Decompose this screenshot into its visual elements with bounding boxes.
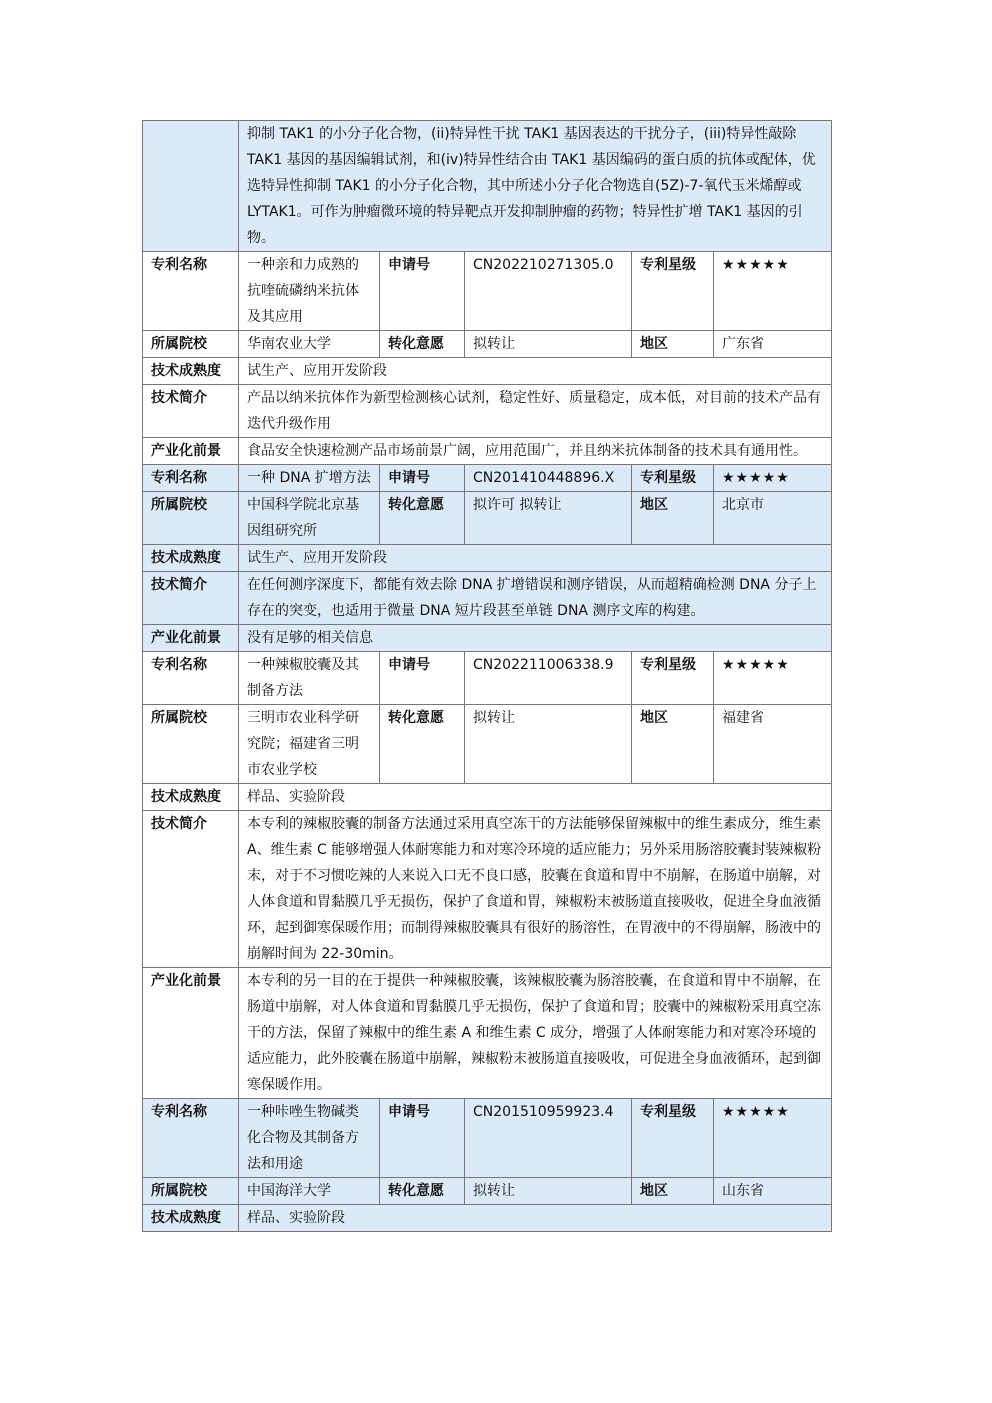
app-no-label: 申请号 (380, 252, 465, 331)
region: 福建省 (714, 705, 832, 784)
prospect-label: 产业化前景 (143, 625, 239, 652)
institution-label: 所属院校 (143, 492, 239, 545)
summary-label: 技术简介 (143, 572, 239, 625)
continuation-text: 抑制 TAK1 的小分子化合物，(ii)特异性干扰 TAK1 基因表达的干扰分子，(iii)特异性敲除 TAK1 基因的基因编辑试剂，和(iv)特异性结合由 TAK1 基因编码的蛋白质的抗体或配体，优选特异性抑制 TAK1 的小分子化合物，其中所述小分子化合物选自(5Z)-7-氧代玉米烯醇或 LYTAK1。可作为肿瘤微环境的特异靶点开发抑制肿瘤的药物；特异性扩增 TAK1 基因的引物。 (239, 121, 832, 252)
patent-2-name-row (143, 465, 832, 492)
patent-1-maturity-row (143, 358, 832, 385)
transfer-intent: 拟转让 (465, 1178, 632, 1205)
patent-4-name-row (143, 1099, 832, 1178)
patent-rating: ★★★★★ (714, 252, 832, 331)
patent-rating: ★★★★★ (714, 652, 832, 705)
institution-label: 所属院校 (143, 1178, 239, 1205)
patent-3-prospect-row (143, 968, 832, 1099)
patent-3-institution-row (143, 705, 832, 784)
transfer-label: 转化意愿 (380, 1178, 465, 1205)
region: 广东省 (714, 331, 832, 358)
continuation-row (143, 121, 832, 252)
rating-label: 专利星级 (632, 652, 714, 705)
institution: 三明市农业科学研究院；福建省三明市农业学校 (239, 705, 380, 784)
maturity-label: 技术成熟度 (143, 1205, 239, 1232)
name-label: 专利名称 (143, 252, 239, 331)
institution: 华南农业大学 (239, 331, 380, 358)
patent-1-summary-row (143, 385, 832, 438)
patent-4-maturity-row (143, 1205, 832, 1232)
transfer-intent: 拟转让 (465, 331, 632, 358)
patent-name: 一种咔唑生物碱类化合物及其制备方法和用途 (239, 1099, 380, 1178)
transfer-label: 转化意愿 (380, 331, 465, 358)
patent-1-institution-row (143, 331, 832, 358)
app-no-label: 申请号 (380, 465, 465, 492)
patent-2-prospect-row (143, 625, 832, 652)
maturity: 样品、实验阶段 (239, 1205, 832, 1232)
application-number: CN201510959923.4 (465, 1099, 632, 1178)
patent-name: 一种辣椒胶囊及其制备方法 (239, 652, 380, 705)
patent-3-summary-row (143, 811, 832, 968)
summary: 产品以纳米抗体作为新型检测核心试剂，稳定性好、质量稳定，成本低，对目前的技术产品有迭代升级作用 (239, 385, 832, 438)
transfer-label: 转化意愿 (380, 492, 465, 545)
region-label: 地区 (632, 331, 714, 358)
patent-2-summary-row (143, 572, 832, 625)
patent-3-name-row (143, 652, 832, 705)
patent-rating: ★★★★★ (714, 465, 832, 492)
name-label: 专利名称 (143, 652, 239, 705)
patent-name: 一种 DNA 扩增方法 (239, 465, 380, 492)
name-label: 专利名称 (143, 465, 239, 492)
institution-label: 所属院校 (143, 705, 239, 784)
institution-label: 所属院校 (143, 331, 239, 358)
app-no-label: 申请号 (380, 1099, 465, 1178)
region-label: 地区 (632, 1178, 714, 1205)
summary: 本专利的辣椒胶囊的制备方法通过采用真空冻干的方法能够保留辣椒中的维生素成分，维生素 A、维生素 C 能够增强人体耐寒能力和对寒冷环境的适应能力；另外采用肠溶胶囊封装辣椒粉末，对于不习惯吃辣的人来说入口无不良口感，胶囊在食道和胃中不崩解，在肠道中崩解，对人体食道和胃黏膜几乎无损伤，保护了食道和胃，辣椒粉末被肠道直接吸收，促进全身血液循环，起到御寒保暖作用；而制得辣椒胶囊具有很好的肠溶性，在胃液中的不得崩解，肠液中的崩解时间为 22-30min。 (239, 811, 832, 968)
institution: 中国海洋大学 (239, 1178, 380, 1205)
maturity: 样品、实验阶段 (239, 784, 832, 811)
region-label: 地区 (632, 492, 714, 545)
app-no-label: 申请号 (380, 652, 465, 705)
summary-label: 技术简介 (143, 811, 239, 968)
prospect-label: 产业化前景 (143, 438, 239, 465)
prospect: 本专利的另一目的在于提供一种辣椒胶囊，该辣椒胶囊为肠溶胶囊，在食道和胃中不崩解，在肠道中崩解，对人体食道和胃黏膜几乎无损伤，保护了食道和胃；胶囊中的辣椒粉采用真空冻干的方法，保留了辣椒中的维生素 A 和维生素 C 成分，增强了人体耐寒能力和对寒冷环境的适应能力，此外胶囊在肠道中崩解，辣椒粉末被肠道直接吸收，可促进全身血液循环，起到御寒保暖作用。 (239, 968, 832, 1099)
continuation-label (143, 121, 239, 252)
patent-rating: ★★★★★ (714, 1099, 832, 1178)
patent-2-maturity-row (143, 545, 832, 572)
patent-table (142, 120, 832, 1232)
prospect-label: 产业化前景 (143, 968, 239, 1099)
maturity: 试生产、应用开发阶段 (239, 358, 832, 385)
name-label: 专利名称 (143, 1099, 239, 1178)
patent-4-institution-row (143, 1178, 832, 1205)
region: 北京市 (714, 492, 832, 545)
rating-label: 专利星级 (632, 252, 714, 331)
patent-name: 一种亲和力成熟的抗喹硫磷纳米抗体及其应用 (239, 252, 380, 331)
patent-1-name-row (143, 252, 832, 331)
maturity-label: 技术成熟度 (143, 545, 239, 572)
transfer-intent: 拟转让 (465, 705, 632, 784)
maturity: 试生产、应用开发阶段 (239, 545, 832, 572)
patent-1-prospect-row (143, 438, 832, 465)
rating-label: 专利星级 (632, 465, 714, 492)
application-number: CN202210271305.0 (465, 252, 632, 331)
prospect: 食品安全快速检测产品市场前景广阔，应用范围广，并且纳米抗体制备的技术具有通用性。 (239, 438, 832, 465)
maturity-label: 技术成熟度 (143, 358, 239, 385)
region-label: 地区 (632, 705, 714, 784)
transfer-intent: 拟许可 拟转让 (465, 492, 632, 545)
patent-2-institution-row (143, 492, 832, 545)
transfer-label: 转化意愿 (380, 705, 465, 784)
patent-3-maturity-row (143, 784, 832, 811)
application-number: CN201410448896.X (465, 465, 632, 492)
maturity-label: 技术成熟度 (143, 784, 239, 811)
summary-label: 技术简介 (143, 385, 239, 438)
summary: 在任何测序深度下，都能有效去除 DNA 扩增错误和测序错误，从而超精确检测 DNA 分子上存在的突变，也适用于微量 DNA 短片段甚至单链 DNA 测序文库的构建。 (239, 572, 832, 625)
application-number: CN202211006338.9 (465, 652, 632, 705)
patent-sheet (142, 120, 831, 1232)
prospect: 没有足够的相关信息 (239, 625, 832, 652)
region: 山东省 (714, 1178, 832, 1205)
institution: 中国科学院北京基因组研究所 (239, 492, 380, 545)
rating-label: 专利星级 (632, 1099, 714, 1178)
